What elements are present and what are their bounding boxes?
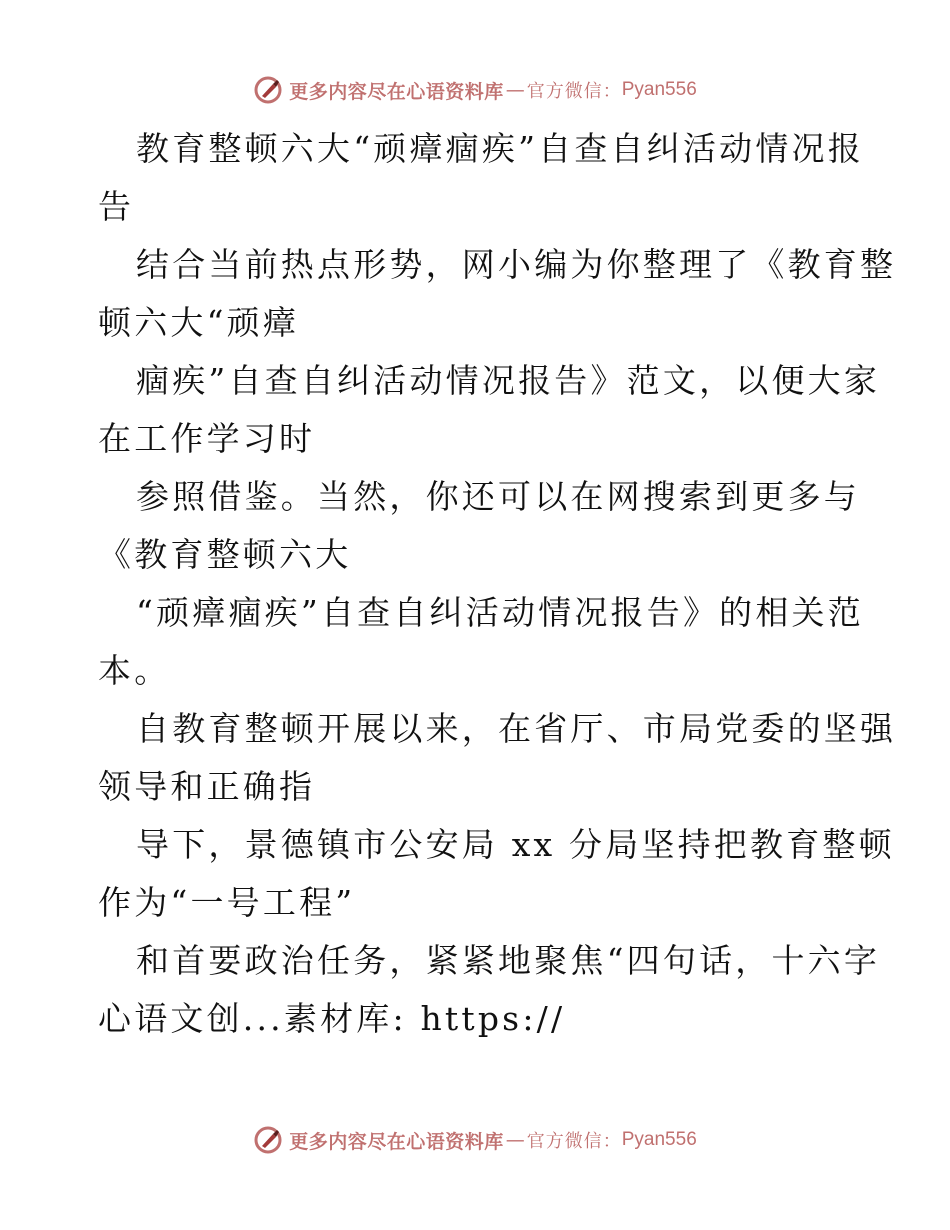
banner-wechat-id: Pyan556 [621,79,697,100]
banner-wechat-label: 官方微信： [526,1131,622,1152]
paragraph-line: 领导和正确指 [98,767,316,806]
paragraph-line: 在工作学习时 [98,419,316,458]
banner-wechat-id: Pyan556 [621,1129,697,1150]
paragraph-line: “顽瘴痼疾”自查自纠活动情况报告》的相关范 [136,593,864,632]
footer-banner [0,1120,950,1160]
banner-separator: — [505,1129,525,1151]
paragraph-line: 痼疾”自查自纠活动情况报告》范文，以便大家 [136,361,881,400]
pen-logo-icon [253,1125,283,1155]
paragraph-line: 心语文创...素材库: https:// [98,999,566,1038]
paragraph-line: 和首要政治任务，紧紧地聚焦“四句话，十六字 [136,941,881,980]
banner-brand-text: 更多内容尽在心语资料库 [289,1130,504,1153]
paragraph-line: 顿六大“顽瘴 [98,303,300,342]
paragraph-line: 导下，景德镇市公安局 xx 分局坚持把教育整顿 [136,825,895,864]
document-body [98,120,897,1048]
doc-title-line-2: 告 [98,187,135,226]
paragraph-line: 自教育整顿开展以来，在省厅、市局党委的坚强 [136,709,897,748]
paragraph-line: 作为“一号工程” [98,883,356,922]
header-banner [0,70,950,110]
paragraph-line: 本。 [98,651,171,690]
paragraph-line: 结合当前热点形势，网小编为你整理了《教育整 [136,245,897,284]
pen-logo-icon [253,75,283,105]
banner-wechat-label: 官方微信： [526,81,622,102]
banner-separator: — [505,79,525,101]
doc-title-line-1: 教育整顿六大“顽瘴痼疾”自查自纠活动情况报 [136,129,864,168]
paragraph-line: 参照借鉴。当然，你还可以在网搜索到更多与 [136,477,860,516]
banner-brand-text: 更多内容尽在心语资料库 [289,80,504,103]
paragraph-line: 《教育整顿六大 [98,535,352,574]
